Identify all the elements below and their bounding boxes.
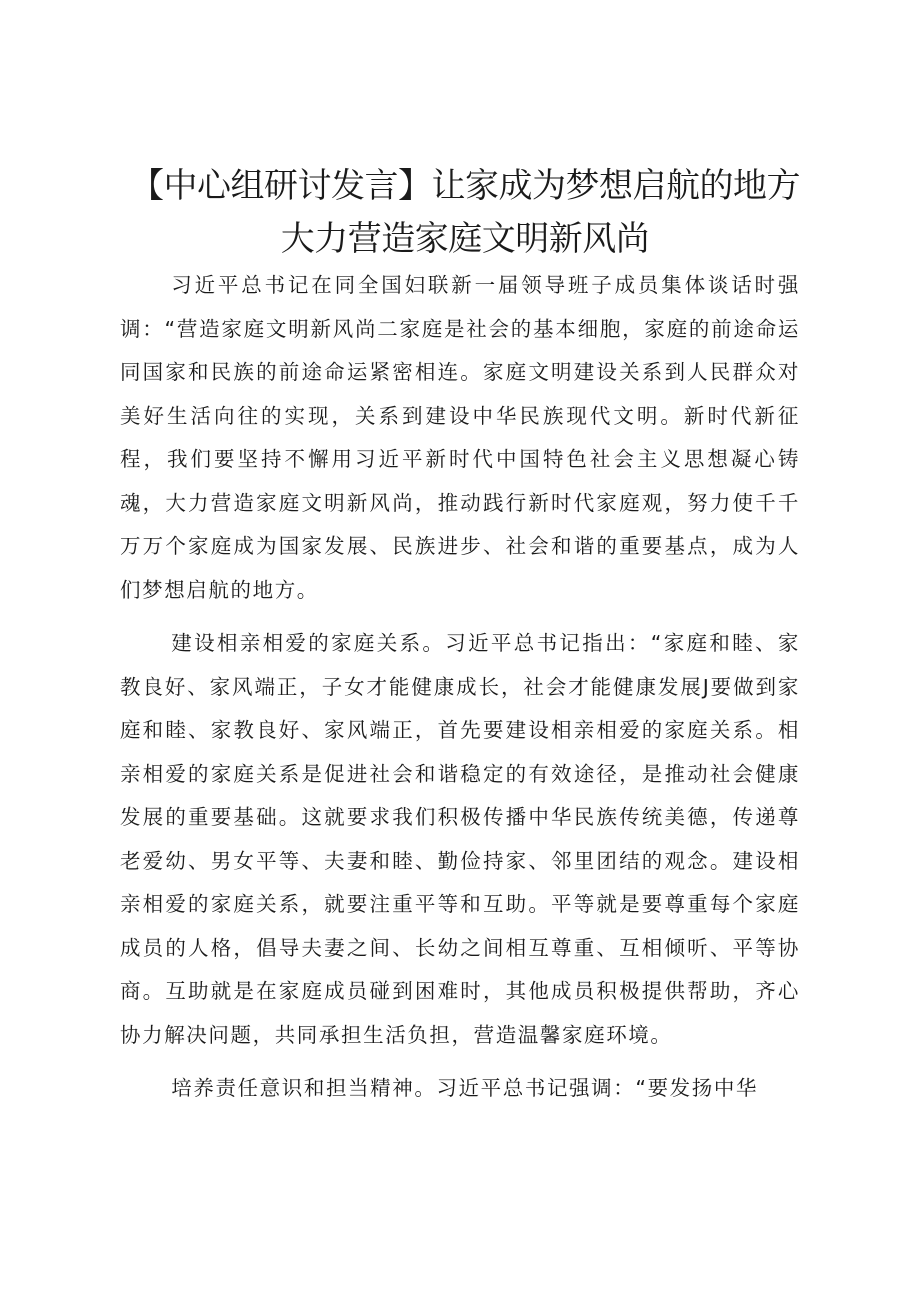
document-body	[120, 264, 800, 1111]
paragraph-2: 建设相亲相爱的家庭关系。习近平总书记指出：“家庭和睦、家教良好、家风端正，子女才能健康成长，社会才能健康发展J要做到家庭和睦、家教良好、家风端正，首先要建设相亲相爱的家庭关系。相亲相爱的家庭关系是促进社会和谐稳定的有效途径，是推动社会健康发展的重要基础。这就要求我们积极传播中华民族传统美德，传递尊老爱幼、男女平等、夫妻和睦、勤俭持家、邻里团结的观念。建设相亲相爱的家庭关系，就要注重平等和互助。平等就是要尊重每个家庭成员的人格，倡导夫妻之间、长幼之间相互尊重、互相倾听、平等协商。互助就是在家庭成员碰到困难时，其他成员积极提供帮助，齐心协力解决问题，共同承担生活负担，营造温馨家庭环境。	[120, 631, 800, 1047]
paragraph-3: 培养责任意识和担当精神。习近平总书记强调：“要发扬中华	[171, 1076, 759, 1100]
paragraph-1: 习近平总书记在同全国妇联新一届领导班子成员集体谈话时强调：“营造家庭文明新风尚二家庭是社会的基本细胞，家庭的前途命运同国家和民族的前途命运紧密相连。家庭文明建设关系到人民群众对美好生活向往的实现，关系到建设中华民族现代文明。新时代新征程，我们要坚持不懈用习近平新时代中国特色社会主义思想凝心铸魂，大力营造家庭文明新风尚，推动践行新时代家庭观，努力使千千万万个家庭成为国家发展、民族进步、社会和谐的重要基点，成为人们梦想启航的地方。	[120, 273, 800, 602]
document-title: 【中心组研讨发言】让家成为梦想启航的地方大力营造家庭文明新风尚	[130, 166, 800, 259]
